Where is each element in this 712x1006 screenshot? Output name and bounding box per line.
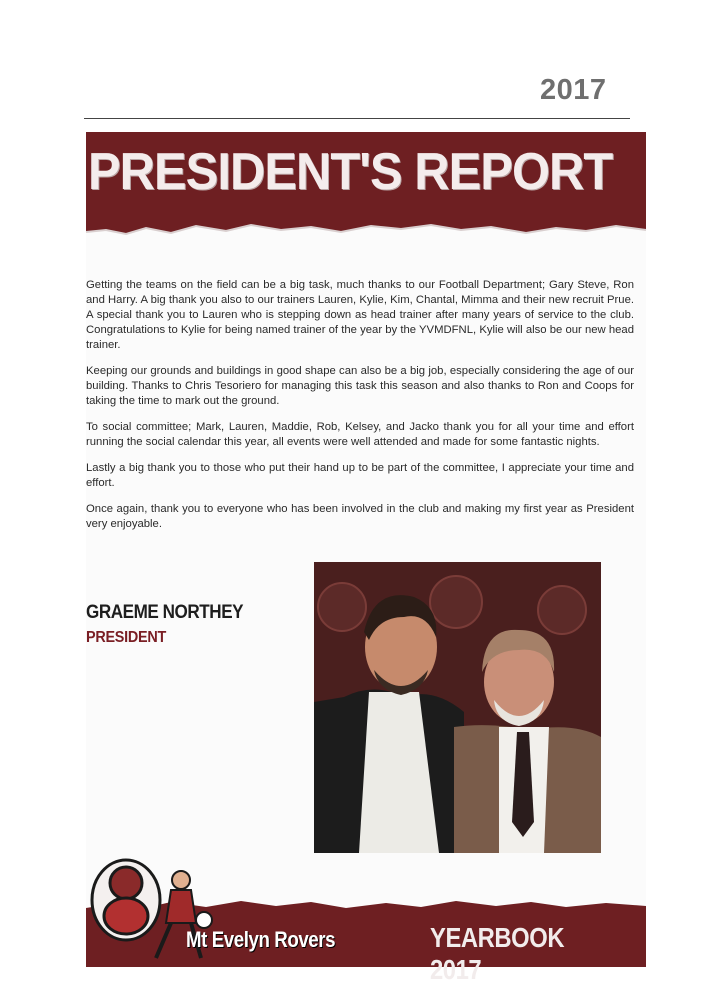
- president-photo: [314, 562, 601, 853]
- report-paragraph: Lastly a big thank you to those who put their hand up to be part of the committee, I appreciate your time and effort.: [86, 462, 634, 489]
- report-paragraph: To social committee; Mark, Lauren, Maddie, Rob, Kelsey, and Jacko thank you for all your time and effort running the social calendar this year, all events were well attended and made for some fantastic nights.: [86, 421, 634, 448]
- page-year: 2017: [540, 74, 607, 106]
- president-role: PRESIDENT: [86, 629, 166, 646]
- report-title: PRESIDENT'S REPORT: [88, 143, 613, 201]
- report-paragraph: Keeping our grounds and buildings in good shape can also be a big job, especially considering the age of our building. Thanks to Chris Tesoriero for managing this task this season and also thanks to Ron and Coops for taking the time to mark out the ground.: [86, 365, 634, 407]
- report-paragraph: Once again, thank you to everyone who has been involved in the club and making my first year as President very enjoyable.: [86, 503, 634, 530]
- yearbook-title: YEARBOOK 2017: [430, 922, 565, 985]
- report-body: [86, 278, 634, 543]
- report-paragraph: Getting the teams on the field can be a big task, much thanks to our Football Department; Gary Steve, Ron and Harry. A big thank you also to our trainers Lauren, Kylie, Kim, Chantal, Mimma and their new recruit Prue. A special thank you to Lauren who is stepping down as head trainer after many years of service to the club. Congratulations to Kylie for being named trainer of the year by the YVMDFNL, Kylie will also be our new head trainer.: [86, 279, 634, 351]
- header-rule: [84, 118, 630, 119]
- torn-paper-edge: [86, 214, 646, 254]
- yearbook-page: [86, 132, 646, 985]
- club-name: Mt Evelyn Rovers: [186, 927, 336, 952]
- president-name: GRAEME NORTHEY: [86, 602, 244, 623]
